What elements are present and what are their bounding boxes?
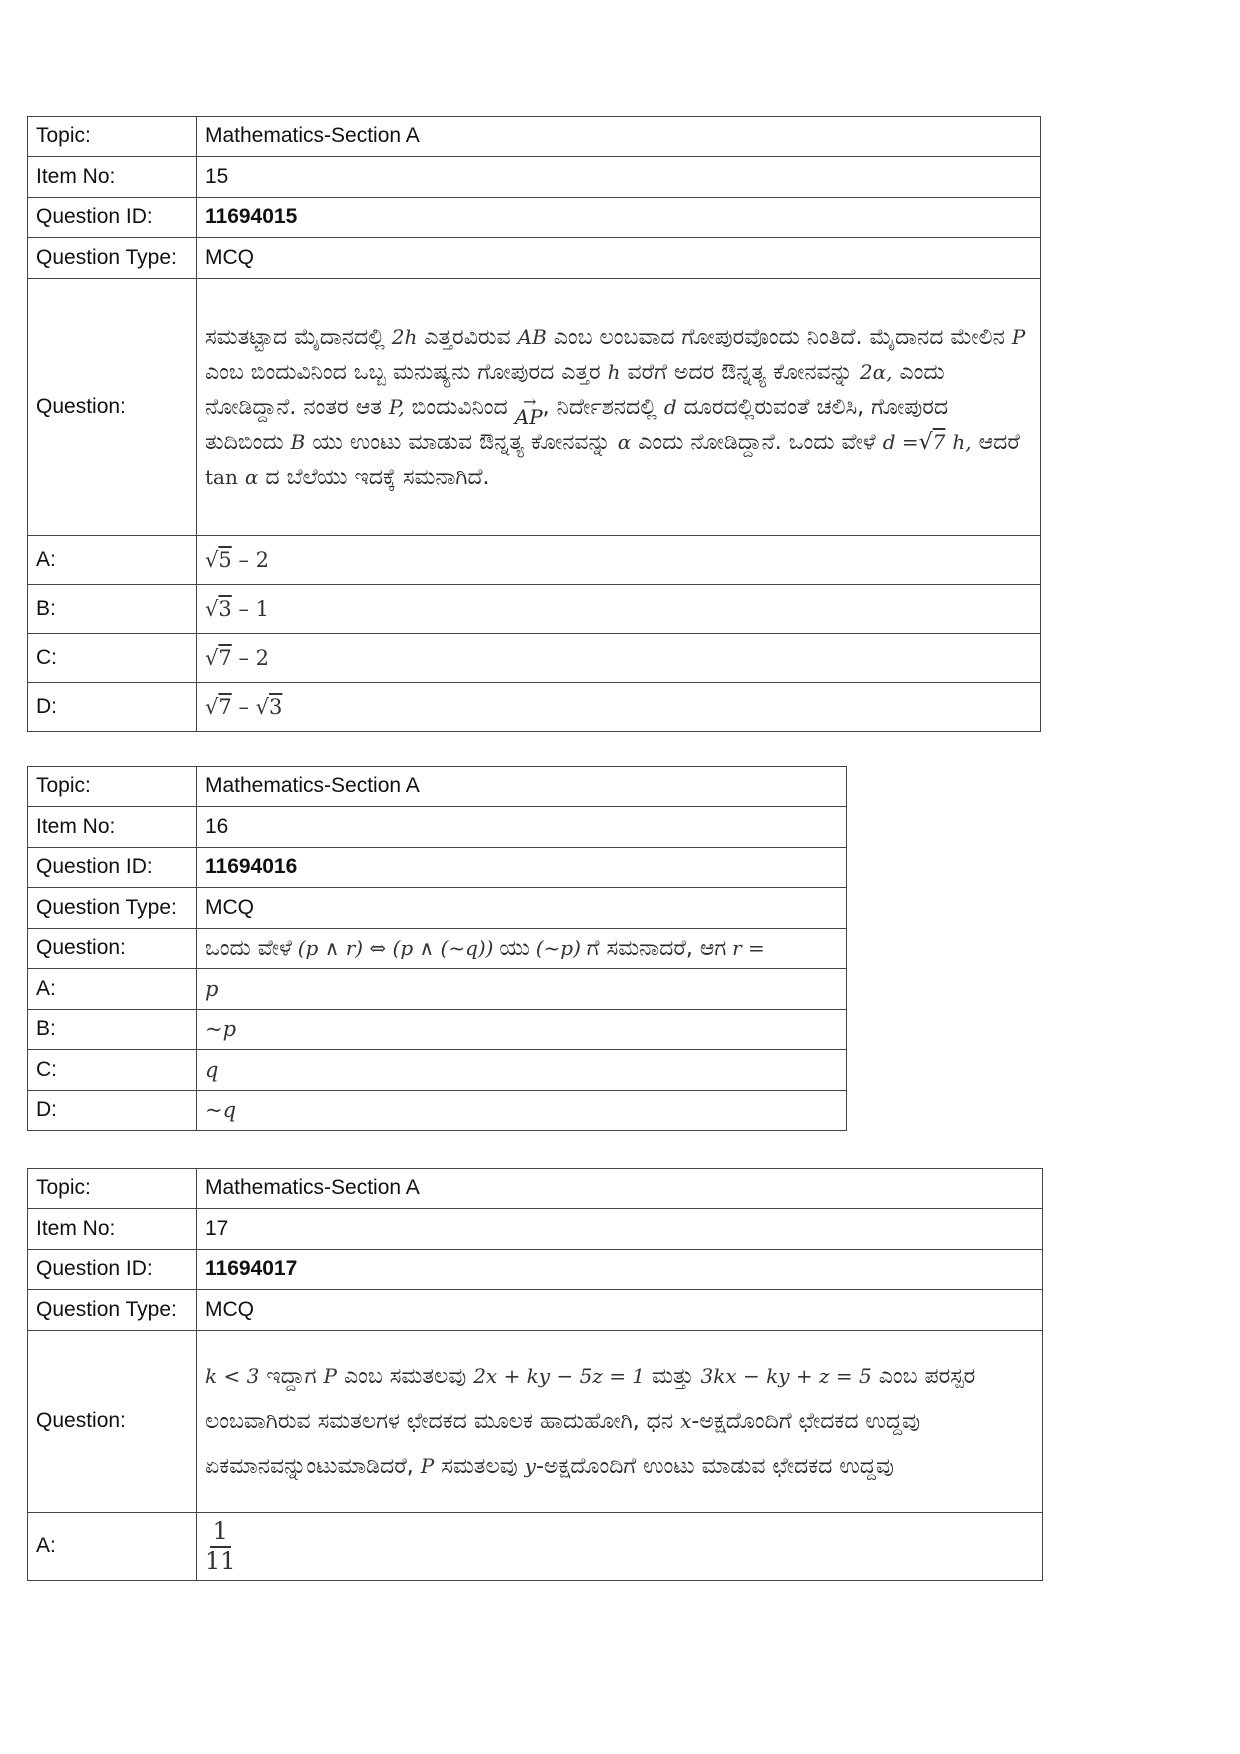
question-type-row — [28, 1290, 1043, 1331]
topic-value: Mathematics-Section A — [197, 1169, 1043, 1209]
question-text: ಒಂದು ವೇಳೆ (p ∧ r) ⇔ (p ∧ (~q)) ಯು (~p) ಗೆ ಸಮನಾದರೆ, ಆಗ r = — [197, 929, 847, 969]
option-b-label: B: — [28, 585, 197, 634]
question-id-label: Question ID: — [28, 848, 197, 888]
option-d-label: D: — [28, 1091, 197, 1131]
topic-row — [28, 117, 1041, 157]
question-type-label: Question Type: — [28, 238, 197, 279]
question-label: Question: — [28, 929, 197, 969]
question-row — [28, 279, 1041, 536]
option-d-value: √7 – √3 — [197, 683, 1041, 732]
question-table-17 — [27, 1168, 1043, 1581]
option-d-label: D: — [28, 683, 197, 732]
option-b-label: B: — [28, 1010, 197, 1050]
item-no-value: 17 — [197, 1209, 1043, 1250]
sqrt-symbol: √7 — [918, 429, 946, 455]
question-type-value: MCQ — [197, 888, 847, 929]
question-table-16 — [27, 766, 847, 1131]
option-a-row — [28, 536, 1041, 585]
topic-row — [28, 1169, 1043, 1209]
fraction-denominator: 11 — [205, 1546, 236, 1575]
topic-row — [28, 767, 847, 807]
question-row — [28, 929, 847, 969]
topic-label: Topic: — [28, 1169, 197, 1209]
item-no-label: Item No: — [28, 157, 197, 198]
question-type-label: Question Type: — [28, 888, 197, 929]
vector-ap: → AP — [515, 400, 543, 435]
option-a-row — [28, 969, 847, 1010]
option-b-row — [28, 1010, 847, 1050]
item-no-row — [28, 157, 1041, 198]
option-c-label: C: — [28, 1050, 197, 1091]
option-a-value: p — [197, 969, 847, 1010]
option-b-row — [28, 585, 1041, 634]
item-no-label: Item No: — [28, 1209, 197, 1250]
option-d-row — [28, 1091, 847, 1131]
question-table-15 — [27, 116, 1041, 732]
item-no-label: Item No: — [28, 807, 197, 848]
option-a-label: A: — [28, 1513, 197, 1581]
question-label: Question: — [28, 279, 197, 536]
option-a-label: A: — [28, 969, 197, 1010]
question-text — [197, 1331, 1043, 1513]
item-no-row — [28, 1209, 1043, 1250]
question-type-row — [28, 888, 847, 929]
fraction — [205, 1518, 236, 1575]
topic-label: Topic: — [28, 117, 197, 157]
question-text — [197, 279, 1041, 536]
option-a-value — [197, 1513, 1043, 1581]
option-b-value: √3 – 1 — [197, 585, 1041, 634]
option-a-value: √5 – 2 — [197, 536, 1041, 585]
question-id-value: 11694015 — [197, 198, 1041, 238]
fraction-numerator: 1 — [210, 1518, 231, 1548]
question-id-label: Question ID: — [28, 198, 197, 238]
option-a-label: A: — [28, 536, 197, 585]
topic-label: Topic: — [28, 767, 197, 807]
option-d-row — [28, 683, 1041, 732]
question-id-value: 11694017 — [197, 1250, 1043, 1290]
option-b-value: ~p — [197, 1010, 847, 1050]
question-row — [28, 1331, 1043, 1513]
option-c-value: q — [197, 1050, 847, 1091]
topic-value: Mathematics-Section A — [197, 117, 1041, 157]
question-id-label: Question ID: — [28, 1250, 197, 1290]
question-type-label: Question Type: — [28, 1290, 197, 1331]
question-body: ಸಮತಟ್ಟಾದ ಮೈದಾನದಲ್ಲಿ 2h ಎತ್ತರವಿರುವ AB ಎಂಬ ಲಂಬವಾದ ಗೋಪುರವೊಂದು ನಿಂತಿದೆ. ಮೈದಾನದ ಮೇಲಿನ P ಎಂಬ ಬಿಂದುವಿನಿಂದ ಒಬ್ಬ ಮನುಷ್ಯನು ಗೋಪುರದ ಎತ್ತರ h ವರೆಗೆ ಅದರ ಔನ್ನತ್ಯ ಕೋನವನ್ನು 2α, ಎಂದು ನೋಡಿದ್ದಾನೆ. ನಂತರ ಆತ P, ಬಿಂದುವಿನಿಂದ → AP, ನಿರ್ದೇಶನದಲ್ಲಿ d ದೂರದಲ್ಲಿರುವಂತೆ ಚಲಿಸಿ, ಗೋಪುರದ ತುದಿಬಿಂದು B ಯು ಉಂಟು ಮಾಡುವ ಔನ್ನತ್ಯ ಕೋನವನ್ನು α ಎಂದು ನೋಡಿದ್ದಾನೆ. ಒಂದು ವೇಳೆ d =√7 h, ಆದರೆ tan α ದ ಬೆಲೆಯು ಇದಕ್ಕೆ ಸಮನಾಗಿದೆ. — [205, 320, 1032, 495]
topic-value: Mathematics-Section A — [197, 767, 847, 807]
option-a-row — [28, 1513, 1043, 1581]
item-no-value: 15 — [197, 157, 1041, 198]
question-id-row — [28, 848, 847, 888]
option-d-value: ~q — [197, 1091, 847, 1131]
option-c-value: √7 – 2 — [197, 634, 1041, 683]
question-type-value: MCQ — [197, 238, 1041, 279]
question-body: k < 3 ಇದ್ದಾಗ P ಎಂಬ ಸಮತಲವು 2x + ky − 5z = 1 ಮತ್ತು 3kx − ky + z = 5 ಎಂಬ ಪರಸ್ಪರ ಲಂಬವಾಗಿರುವ ಸಮತಲಗಳ ಛೇದಕದ ಮೂಲಕ ಹಾದುಹೋಗಿ, ಧನ x-ಅಕ್ಷದೊಂದಿಗೆ ಛೇದಕದ ಉದ್ದವು ಏಕಮಾನವನ್ನುಂಟುಮಾಡಿದರೆ, P ಸಮತಲವು y-ಅಕ್ಷದೊಂದಿಗೆ ಉಂಟು ಮಾಡುವ ಛೇದಕದ ಉದ್ದವು — [205, 1364, 976, 1479]
question-label: Question: — [28, 1331, 197, 1513]
item-no-row — [28, 807, 847, 848]
option-c-row — [28, 1050, 847, 1091]
question-id-value: 11694016 — [197, 848, 847, 888]
option-c-row — [28, 634, 1041, 683]
question-id-row — [28, 198, 1041, 238]
question-type-value: MCQ — [197, 1290, 1043, 1331]
option-c-label: C: — [28, 634, 197, 683]
question-id-row — [28, 1250, 1043, 1290]
question-type-row — [28, 238, 1041, 279]
item-no-value: 16 — [197, 807, 847, 848]
